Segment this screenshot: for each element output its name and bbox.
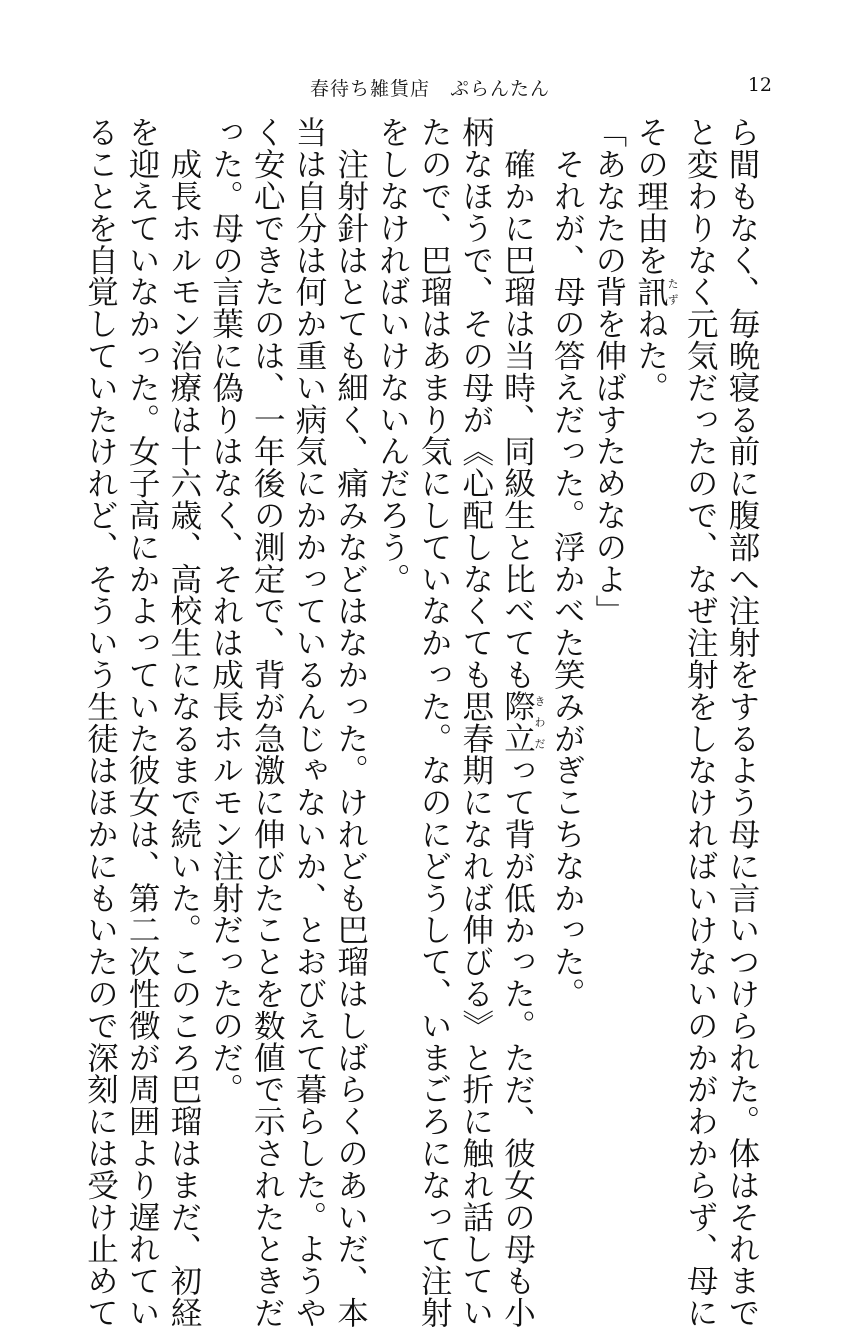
text-line: をしなければいけないんだろう。 bbox=[374, 116, 411, 595]
vertical-body-text bbox=[82, 116, 762, 1328]
text-line: を迎えていなかった。女子高にかよっていた彼女は、第二次性徴が周囲より遅れてい bbox=[124, 116, 161, 1328]
ruby-base: 訊 bbox=[632, 275, 669, 308]
text-segment: って背が低かった。ただ、彼女の母も小 bbox=[499, 754, 536, 1328]
text-line: たので、巴瑠はあまり気にしていなかった。なのにどうして、いまごろになって注射 bbox=[416, 116, 453, 1328]
ruby-base: 際立 bbox=[499, 690, 536, 755]
text-segment: 成長ホルモン治療は十六歳、高校生になるまで続いた。このころ巴瑠はまだ、初経 bbox=[165, 147, 202, 1328]
text-line: 「あなたの背を伸ばすためなのよ」 bbox=[590, 116, 627, 627]
text-line: く安心できたのは、一年後の測定で、背が急激に伸びたことを数値で示されたときだ bbox=[249, 116, 286, 1328]
text-segment: ねた。 bbox=[632, 307, 669, 404]
ruby-reading: たず bbox=[666, 275, 680, 308]
text-segment: それが、母の答えだった。浮かべた笑みがぎこちなかった。 bbox=[549, 147, 586, 1010]
text-line: 当は自分は何か重い病気にかかっているんじゃないか、とおびえて暮らした。ようや bbox=[290, 116, 327, 1328]
text-line bbox=[629, 116, 679, 1128]
text-segment: その理由を bbox=[632, 116, 669, 276]
text-line: った。母の言葉に偽りはなく、それは成長ホルモン注射だったのだ。 bbox=[207, 116, 244, 1105]
text-line bbox=[162, 116, 204, 1328]
text-line: と変わりなく元気だったので、なぜ注射をしなければいけないのかがわからず、母に bbox=[682, 116, 719, 1328]
page-number: 12 bbox=[747, 74, 772, 96]
text-segment: 注射針はとても細く、痛みなどはなかった。けれども巴瑠はしばらくのあいだ、本 bbox=[332, 147, 369, 1328]
ruby-annotation bbox=[632, 275, 680, 308]
text-line bbox=[496, 116, 546, 1328]
text-line: ら間もなく、毎晩寝る前に腹部へ注射をするよう母に言いつけられた。体はそれまで bbox=[724, 116, 760, 1328]
text-line bbox=[545, 116, 587, 1128]
text-line bbox=[329, 116, 371, 1328]
ruby-reading: きわだ bbox=[532, 690, 546, 755]
text-line: ることを自覚していたけれど、そういう生徒はほかにもいたので深刻には受け止めて bbox=[82, 116, 119, 1328]
running-header-title: 春待ち雑貨店 ぷらんたん bbox=[309, 78, 550, 100]
text-line: 柄なほうで、その母が《心配しなくても思春期になれば伸びる》と折に触れ話してい bbox=[457, 116, 494, 1328]
ruby-annotation bbox=[499, 690, 546, 755]
text-segment: 確かに巴瑠は当時、同級生と比べても bbox=[499, 147, 536, 691]
